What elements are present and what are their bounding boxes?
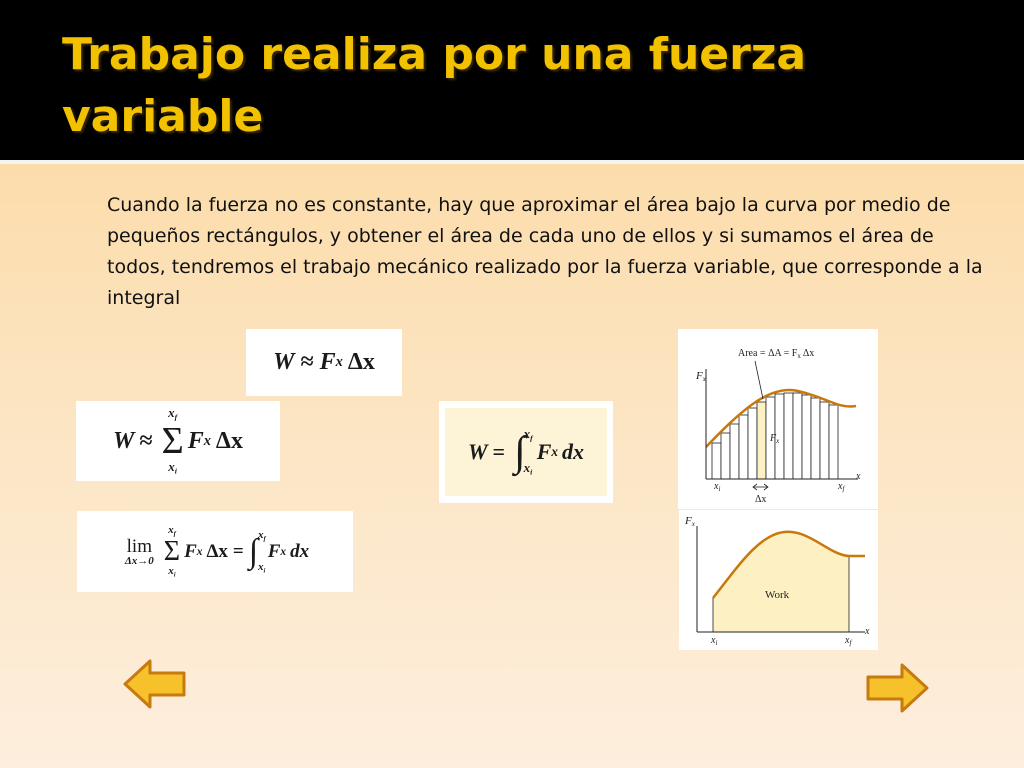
eq-int-upper-sub: f bbox=[530, 433, 533, 443]
work-y-axis-label: Fx bbox=[685, 515, 695, 528]
eq-sum-force: F bbox=[187, 427, 204, 454]
rect-xi-label: $x_i$ bbox=[714, 481, 721, 493]
eq-lim-force2-sub: x bbox=[280, 545, 287, 558]
rect-fx-label: $F_x$ bbox=[770, 433, 780, 445]
figure-rectangles bbox=[678, 329, 878, 509]
eq-sum-upper: x bbox=[168, 405, 175, 421]
eq-lim-dx: dx bbox=[290, 540, 310, 562]
rectangles-diagram bbox=[678, 329, 878, 509]
eq-lim-force: F bbox=[184, 540, 197, 562]
eq-sum-upper-sub: f bbox=[174, 413, 178, 423]
slide-title: Trabajo realiza por una fuerza variable bbox=[62, 29, 807, 142]
eq-lim-sum-lower: x bbox=[168, 564, 174, 577]
work-label: Work bbox=[765, 589, 790, 601]
eq-sum-lower: x bbox=[168, 459, 175, 474]
eq-lim-force-sub: x bbox=[196, 545, 203, 558]
rect-y-axis-label: Fx bbox=[696, 370, 706, 383]
eq-lim-sum-lower-sub: i bbox=[173, 570, 176, 578]
equation-limit bbox=[77, 511, 353, 592]
eq-int-force-sub: x bbox=[551, 444, 558, 459]
equation-sum bbox=[76, 401, 280, 481]
eq-lim-int: ∫ bbox=[248, 532, 259, 570]
left-arrow-icon bbox=[122, 658, 188, 710]
eq-sum-delta: Δx bbox=[215, 427, 243, 454]
eq-sum-force-sub: x bbox=[203, 432, 211, 449]
rect-dx-label: Δx bbox=[755, 494, 767, 505]
area-label: Area = $\Delta A = F_x$ Δx bbox=[738, 348, 815, 360]
equation-approx bbox=[246, 329, 402, 396]
eq-lim-delta: Δx bbox=[206, 540, 228, 562]
figure-work bbox=[679, 510, 878, 650]
rect-x-axis-label: x bbox=[856, 471, 861, 482]
eq-lim-int-lower: x bbox=[258, 561, 264, 574]
eq-int-sign: ∫ bbox=[514, 429, 526, 475]
eq-lim-int-upper: x bbox=[258, 528, 264, 541]
eq-approx-force: F bbox=[319, 349, 336, 375]
eq-approx-rel: ≈ bbox=[300, 349, 314, 375]
right-arrow-icon bbox=[864, 662, 930, 714]
eq-lim-int-upper-sub: f bbox=[263, 534, 266, 542]
work-xi-label: $x_i$ bbox=[711, 635, 718, 647]
eq-approx-force-sub: x bbox=[335, 354, 343, 370]
slide-body-text: Cuando la fuerza no es constante, hay que aproximar el área bajo la curva por medio de pequeños rectángulos, y obtener el área de cada uno de ellos y si sumamos el área de todos, tendremos el trabajo mecánico realizado por la fuerza variable, que corresponde a la integral bbox=[107, 194, 983, 309]
eq-lim-under: Δx→0 bbox=[124, 554, 154, 567]
next-slide-button[interactable] bbox=[864, 662, 930, 714]
eq-lim-int-lower-sub: i bbox=[263, 567, 266, 575]
eq-int-upper: x bbox=[523, 426, 531, 441]
eq-int-dx: dx bbox=[562, 439, 584, 464]
eq-sum-operator bbox=[162, 406, 184, 475]
eq-int-lhs: W bbox=[467, 439, 488, 464]
eq-lim-sum-upper-sub: f bbox=[173, 529, 176, 537]
title-divider bbox=[0, 160, 1024, 164]
eq-sum-lower-sub: i bbox=[174, 466, 177, 476]
eq-int-operator bbox=[514, 427, 533, 477]
eq-lim-force2: F bbox=[267, 540, 281, 562]
eq-int-force: F bbox=[536, 439, 552, 464]
eq-approx-delta: Δx bbox=[347, 349, 375, 375]
eq-lim-text: lim bbox=[126, 535, 152, 557]
eq-sum-rel: ≈ bbox=[139, 427, 153, 454]
work-diagram bbox=[679, 510, 878, 650]
eq-lim-sum bbox=[164, 525, 180, 579]
eq-int-rel: = bbox=[492, 439, 506, 464]
rect-xf-label: $x_f$ bbox=[838, 481, 845, 493]
work-xf-label: $x_f$ bbox=[845, 635, 852, 647]
work-area bbox=[713, 532, 849, 632]
eq-approx-lhs: W bbox=[273, 349, 295, 375]
eq-sum-sigma: Σ bbox=[161, 420, 184, 462]
eq-sum-lhs: W bbox=[113, 427, 135, 454]
eq-lim-sigma: Σ bbox=[163, 535, 181, 567]
eq-lim-rel: = bbox=[232, 540, 244, 562]
eq-lim-operator bbox=[125, 537, 154, 567]
previous-slide-button[interactable] bbox=[122, 658, 188, 710]
eq-lim-sum-upper: x bbox=[168, 523, 174, 536]
equation-integral bbox=[439, 401, 613, 503]
work-x-axis-label: x bbox=[865, 626, 870, 637]
eq-int-lower-sub: i bbox=[530, 468, 533, 478]
eq-int-lower: x bbox=[523, 460, 531, 476]
